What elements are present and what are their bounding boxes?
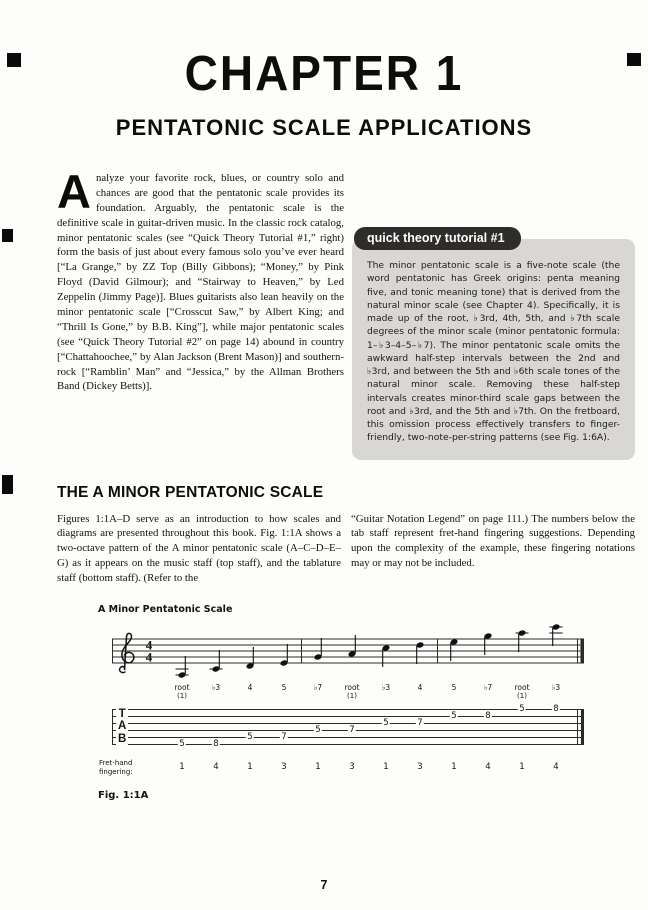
tab-clef-label: T A B [118,707,127,745]
tab-fret-number: 7 [281,731,287,742]
fingering-number: 3 [349,761,355,772]
intro-row [57,165,635,460]
fingering-number: 3 [281,761,287,772]
notation-staff-area [99,624,586,777]
fingering-label: Fret-hand fingering: [99,758,133,776]
scale-degree: 5 [451,682,457,692]
tab-string-line [112,723,584,724]
tutorial-box-title: quick theory tutorial #1 [354,227,521,250]
tab-fret-number: 7 [349,724,355,735]
registration-mark [2,475,13,494]
chapter-title: CHAPTER 1 [184,45,464,101]
time-signature-bottom: 4 [145,649,153,665]
music-staff [112,624,586,682]
scale-degree: root (1) [174,682,190,700]
tab-string-line [112,709,584,710]
scale-degree: ♭7 [313,682,323,692]
chapter-subtitle: PENTATONIC SCALE APPLICATIONS [115,115,533,140]
fingering-number: 4 [213,761,219,772]
time-signature-top: 4 [145,637,153,653]
fingering-number: 3 [417,761,423,772]
fingering-number: 1 [247,761,253,772]
scale-degree: ♭3 [381,682,391,692]
fingering-number: 1 [315,761,321,772]
tab-fret-number: 7 [417,717,423,728]
tab-fret-number: 5 [519,703,525,714]
fingering-row [99,758,586,777]
fingering-number: 4 [485,761,491,772]
tab-staff [112,703,586,753]
intro-paragraph [57,165,344,460]
quick-theory-tutorial-box [352,227,635,460]
drop-cap: A [57,165,91,218]
tab-string-line [112,737,584,738]
registration-mark [2,229,13,242]
figure-1-1a [98,604,648,801]
section-heading: THE A MINOR PENTATONIC SCALE [57,483,324,501]
tab-fret-number: 5 [315,724,321,735]
section-column-left: Figures 1:1A–D serve as an introduction to how scales and diagrams are presented throughout this book. Fig. 1:1A shows a two-octave pattern of the A minor pentatonic scale (A–C–D–E–G) as it appears on the music staff (top staff), and the tablature staff (bottom staff). (Refer to the [57,512,341,585]
tab-fret-number: 8 [553,703,559,714]
fingering-number: 1 [519,761,525,772]
scale-degree: ♭3 [551,682,561,692]
tab-fret-number: 5 [179,738,185,749]
scale-degree: 4 [247,682,253,692]
tutorial-box-body: The minor pentatonic scale is a five-note scale (the word pentatonic has Greek origins: penta meaning five, and tonic meaning tone) that is derived from the natural minor scale (see Chapter 4). Specifically, it is made up of the root, ♭3rd, 4th, 5th, and ♭7th scale degrees of the minor scale (minor pentatonic formula: 1–♭3–4–5–♭7). The minor pentatonic scale omits the awkward half-step intervals between the 2nd and ♭3rd, and between the 5th and ♭6th scale tones of the natural minor scale. Removing these half-step intervals creates minor-third scale gaps between the root and ♭3rd, and the 5th and ♭7th. On the fretboard, this omission process effectively transfers to finger-friendly, two-note-per-string patterns (see Fig. 1:6A). [352,239,635,460]
scale-degree: root (1) [514,682,530,700]
figure-title: A Minor Pentatonic Scale [98,603,233,615]
scale-degree-labels [112,682,586,704]
section-columns [57,512,635,586]
page-number: 7 [320,878,328,892]
tab-fret-number: 8 [485,710,491,721]
fingering-number: 1 [383,761,389,772]
book-page [0,46,648,910]
tab-fret-number: 5 [383,717,389,728]
tab-string-line [112,716,584,717]
tab-end-barline-thin [577,709,578,745]
tab-fret-number: 5 [451,710,457,721]
fingering-number: 1 [451,761,457,772]
final-barline [581,639,585,663]
intro-text: nalyze your favorite rock, blues, or country solo and chances are good that the pentatonic scale provides its foundation. Arguably, the pentatonic scale is the definitive scale in guitar-driven music. In the classic rock catalog, minor pentatonic scales (see “Quick Theory Tutorial #1,” right) form the basis of just about every famous solo you’ve ever heard [“La Grange,” by ZZ Top (Billy Gibbons); “Money,” by Pink Floyd (David Gilmour); and “Stairway to Heaven,” by Led Zeppelin (Jimmy Page)]. Blues guitarists also lean heavily on the minor pentatonic scale [“Crosscut Saw,” by Albert King; and “Thrill Is Gone,” by B.B. King”], while major pentatonic scales (see “Quick Theory Tutorial #2” on page 14) abound in country [“Chattahoochee,” by Alan Jackson (Brent Mason)] and southern-rock [“Ramblin’ Man” and “Jessica,” by the Allman Brothers Band (Dickey Betts)]. [57,172,344,393]
tab-fret-number: 5 [247,731,253,742]
scale-degree: ♭3 [211,682,221,692]
tab-fret-number: 8 [213,738,219,749]
scale-degree: 5 [281,682,287,692]
scale-degree: 4 [417,682,423,692]
tab-start-barline [112,709,113,745]
tab-end-barline-thick [581,709,585,745]
scale-degree: ♭7 [483,682,493,692]
figure-caption: Fig. 1:1A [98,789,149,801]
section-column-right: “Guitar Notation Legend” on page 111.) The numbers below the tab staff represent fret-hand fingering suggestions. Depending upon the complexity of the example, these fingering notations may or may not be included. [351,512,635,570]
fingering-number: 1 [179,761,185,772]
scale-degree: root (1) [344,682,360,700]
fingering-number: 4 [553,761,559,772]
